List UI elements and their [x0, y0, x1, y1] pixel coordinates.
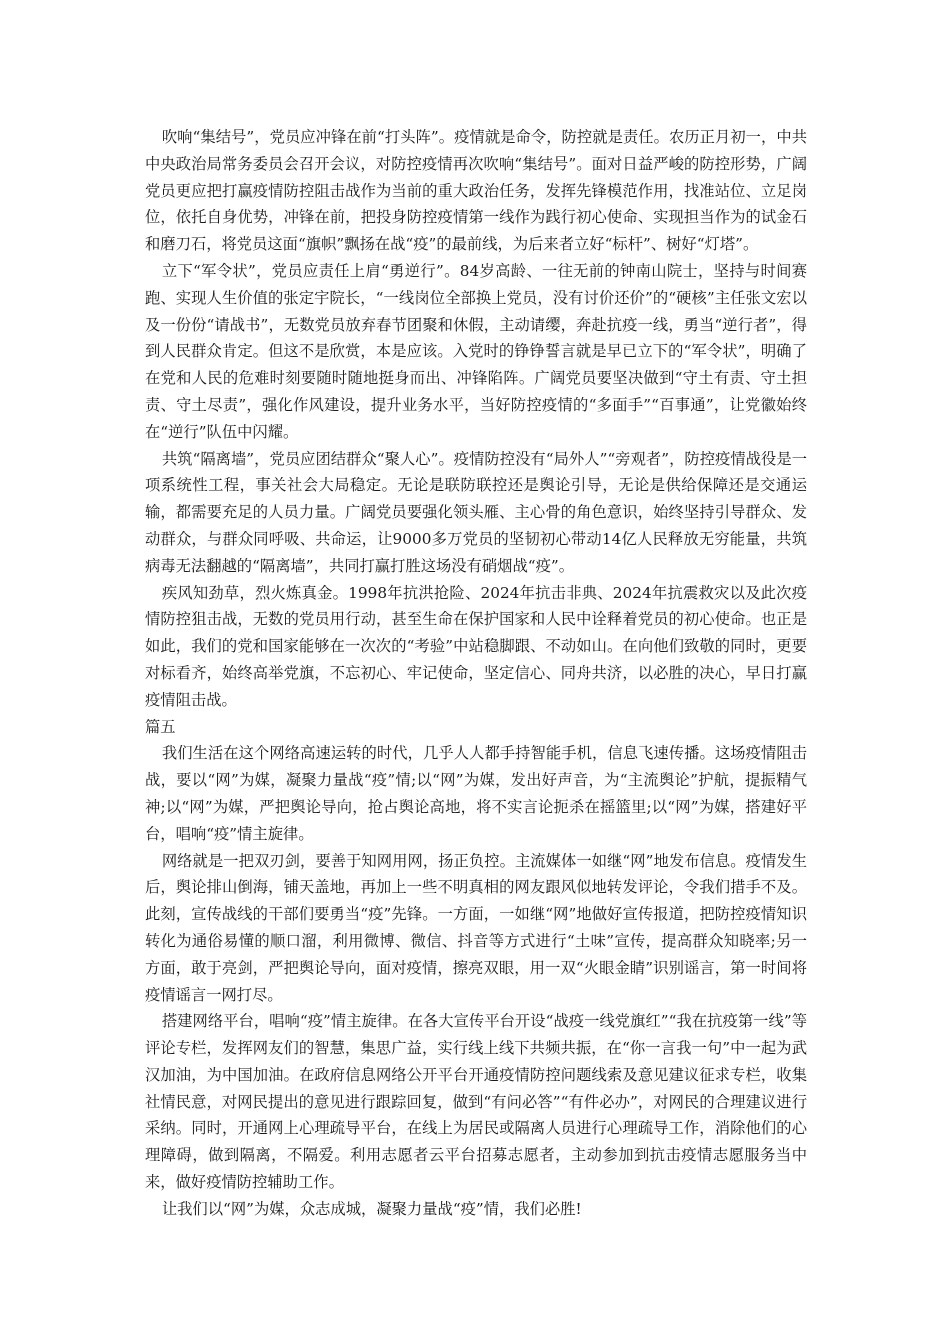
paragraph: 疾风知劲草，烈火炼真金。1998年抗洪抢险、2024年抗击非典、2024年抗震救灾以及此次疫情防控狙击战，无数的党员用行动，甚至生命在保护国家和人民中诠释着党员的初心使命。也正是如此，我们的党和国家能够在一次次的“考验”中站稳脚跟、不动如山。在向他们致敬的同时，更要对标看齐，始终高举党旗，不忘初心、牢记使命，坚定信心、同舟共济，以必胜的决心，早日打赢疫情阻击战。: [145, 583, 807, 709]
section-heading: 篇五: [145, 717, 176, 736]
paragraph: 我们生活在这个网络高速运转的时代，几乎人人都手持智能手机，信息飞速传播。这场疫情阻击战，要以“网”为媒，凝聚力量战“疫”情;以“网”为媒，发出好声音，为“主流舆论”护航，提振精气神;以“网”为媒，严把舆论导向，抢占舆论高地，将不实言论扼杀在摇篮里;以“网”为媒，搭建好平台，唱响“疫”情主旋律。: [145, 744, 807, 843]
document-body: [145, 124, 807, 1223]
paragraph: 网络就是一把双刃剑，要善于知网用网，扬正负控。主流媒体一如继“网”地发布信息。疫情发生后，舆论排山倒海，铺天盖地，再加上一些不明真相的网友跟风似地转发评论，令我们措手不及。此刻，宣传战线的干部们要勇当“疫”先锋。一方面，一如继“网”地做好宣传报道，把防控疫情知识转化为通俗易懂的顺口溜，利用微博、微信、抖音等方式进行“土味”宣传，提高群众知晓率;另一方面，敢于亮剑，严把舆论导向，面对疫情，擦亮双眼，用一双“火眼金睛”识别谣言，第一时间将疫情谣言一网打尽。: [145, 851, 807, 1004]
paragraph: 共筑“隔离墙”，党员应团结群众“聚人心”。疫情防控没有“局外人”“旁观者”，防控疫情战役是一项系统性工程，事关社会大局稳定。无论是联防联控还是舆论引导，无论是供给保障还是交通运输，都需要充足的人员力量。广阔党员要强化领头雁、主心骨的角色意识，始终坚持引导群众、发动群众，与群众同呼吸、共命运，让9000多万党员的坚韧初心带动14亿人民释放无穷能量，共筑病毒无法翻越的“隔离墙”，共同打赢打胜这场没有硝烟战“疫”。: [145, 449, 807, 575]
paragraph: 让我们以“网”为媒，众志成城，凝聚力量战“疫”情，我们必胜!: [161, 1199, 582, 1218]
paragraph: 搭建网络平台，唱响“疫”情主旋律。在各大宣传平台开设“战疫一线党旗红”“我在抗疫第一线”等评论专栏，发挥网友们的智慧，集思广益，实行线上线下共频共振，在“你一言我一句”中一起为武汉加油，为中国加油。在政府信息网络公开平台开通疫情防控问题线索及意见建议征求专栏，收集社情民意，对网民提出的意见进行跟踪回复，做到“有问必答”“有件必办”，对网民的合理建议进行采纳。同时，开通网上心理疏导平台，在线上为居民或隔离人员进行心理疏导工作，消除他们的心理障碍，做到隔离，不隔爱。利用志愿者云平台招募志愿者，主动参加到抗击疫情志愿服务当中来，做好疫情防控辅助工作。: [145, 1012, 807, 1192]
paragraph: 立下“军令状”，党员应责任上肩“勇逆行”。84岁高龄、一往无前的钟南山院士，坚持与时间赛跑、实现人生价值的张定宇院长，“一线岗位全部换上党员，没有讨价还价”的“硬核”主任张文宏以及一份份“请战书”，无数党员放弃春节团聚和休假，主动请缨，奔赴抗疫一线，勇当“逆行者”，得到人民群众肯定。但这不是欣赏，本是应该。入党时的铮铮誓言就是早已立下的“军令状”，明确了在党和人民的危难时刻要随时随地挺身而出、冲锋陷阵。广阔党员要坚决做到“守土有责、守土担责、守土尽责”，强化作风建设，提升业务水平，当好防控疫情的“多面手”“百事通”，让党徽始终在“逆行”队伍中闪耀。: [145, 261, 807, 441]
paragraph: 吹响“集结号”，党员应冲锋在前“打头阵”。疫情就是命令，防控就是责任。农历正月初一，中共中央政治局常务委员会召开会议，对防控疫情再次吹响“集结号”。面对日益严峻的防控形势，广阔党员更应把打赢疫情防控阻击战作为当前的重大政治任务，发挥先锋模范作用，找准站位、立足岗位，依托自身优势，冲锋在前，把投身防控疫情第一线作为践行初心使命、实现担当作为的试金石和磨刀石，将党员这面“旗帜”飘扬在战“疫”的最前线，为后来者立好“标杆”、树好“灯塔”。: [145, 128, 807, 254]
